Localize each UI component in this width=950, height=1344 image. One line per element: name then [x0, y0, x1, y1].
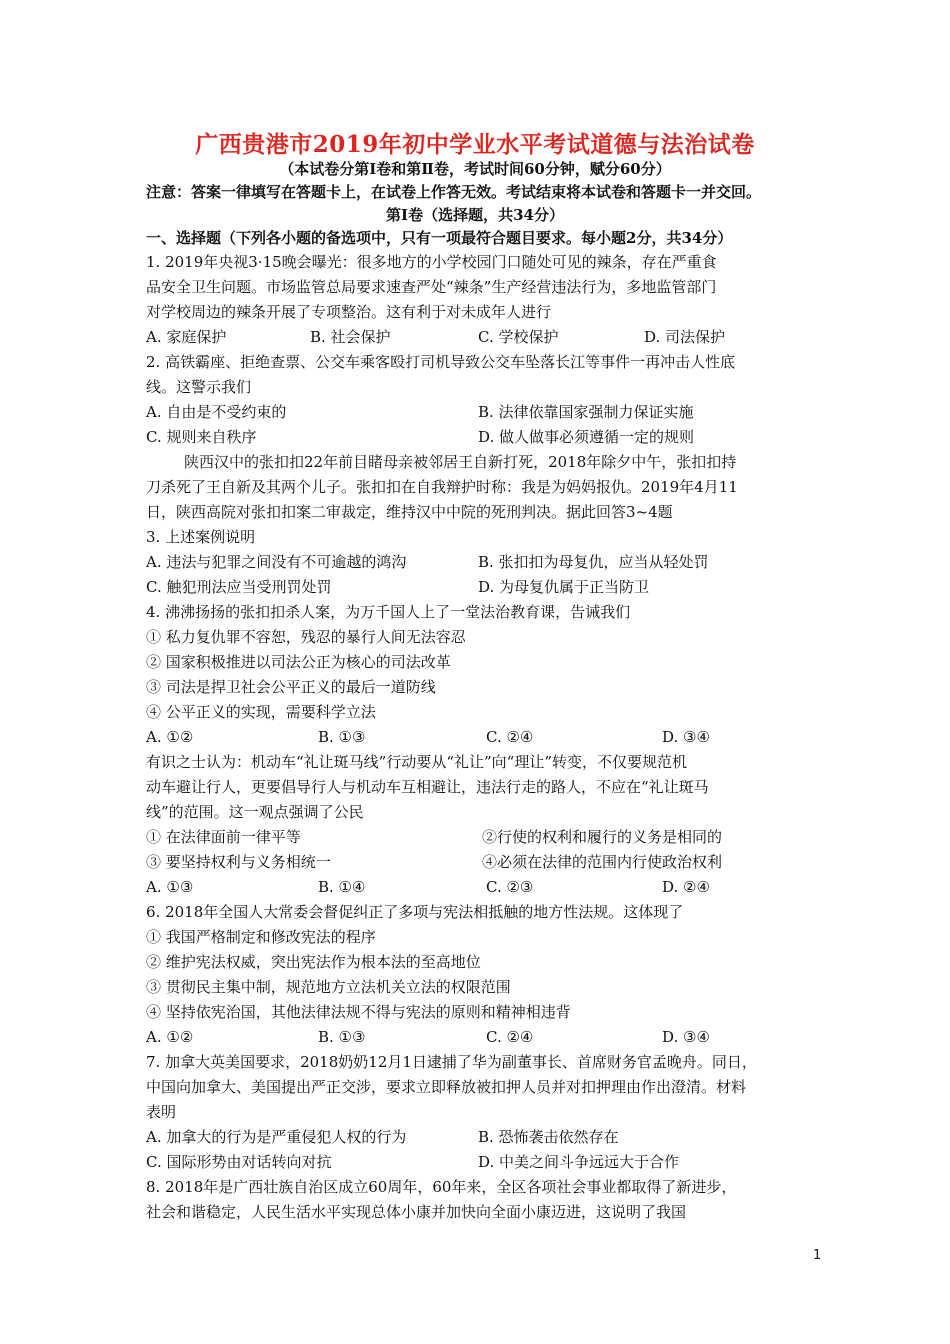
question-1-line: 品安全卫生问题。市场监管总局要求速查严处“辣条”生产经营违法行为，多地监管部门	[146, 278, 717, 296]
question-7-line: 7. 加拿大英美国要求，2018奶奶12月1日逮捕了华为副董事长、首席财务官孟晚舟。同日，	[146, 1053, 757, 1071]
question-5-options	[146, 875, 812, 900]
question-2-options-row2	[146, 425, 812, 450]
question-8-line: 社会和谐稳定，人民生活水平实现总体小康并加快向全面小康迈进，这说明了我国	[146, 1203, 687, 1221]
statement-item: ④ 坚持依宪治国，其他法律法规不得与宪法的原则和精神相违背	[146, 1003, 571, 1021]
option-d: D. 做人做事必须遵循一定的规则	[478, 428, 695, 446]
option-d: D. 中美之间斗争远远大于合作	[478, 1153, 680, 1171]
option-b: B. 社会保护	[310, 328, 391, 346]
option-a: A. ①②	[146, 728, 194, 746]
option-b: B. 法律依靠国家强制力保证实施	[478, 403, 694, 421]
statement-item: ②行使的权利和履行的义务是相同的	[482, 828, 723, 846]
option-d: D. 为母复仇属于正当防卫	[478, 578, 650, 596]
question-2-line: 线。这警示我们	[146, 378, 252, 396]
option-c: C. 规则来自秩序	[146, 428, 257, 446]
statement-item: ② 国家积极推进以司法公正为核心的司法改革	[146, 653, 451, 671]
statement-item: ① 在法律面前一律平等	[146, 828, 301, 846]
question-3-options-row2	[146, 575, 812, 600]
option-b: B. ①③	[318, 1028, 366, 1046]
question-5-items-row2	[146, 850, 812, 875]
option-a: A. 加拿大的行为是严重侵犯人权的行为	[146, 1128, 407, 1146]
question-2-options-row1	[146, 400, 812, 425]
question-1-line: 1. 2019年央视3·15晚会曝光：很多地方的小学校园门口随处可见的辣条，存在严重食	[146, 253, 717, 271]
option-a: A. 家庭保护	[146, 328, 227, 346]
material-line: 陕西汉中的张扣扣22年前目睹母亲被邻居王自新打死，2018年除夕中午，张扣扣持	[184, 453, 737, 471]
question-3-options-row1	[146, 550, 812, 575]
statement-item: ④ 公平正义的实现，需要科学立法	[146, 703, 376, 721]
statement-item: ② 维护宪法权威，突出宪法作为根本法的至高地位	[146, 953, 481, 971]
option-a: A. 自由是不受约束的	[146, 403, 287, 421]
question-4-stem: 4. 沸沸扬扬的张扣扣杀人案，为万千国人上了一堂法治教育课，告诫我们	[146, 603, 631, 621]
question-1-line: 对学校周边的辣条开展了专项整治。这有利于对未成年人进行	[146, 303, 552, 321]
question-4-options	[146, 725, 812, 750]
question-5-line: 动车避让行人，更要倡导行人与机动车互相避让，违法行走的路人，不应在“礼让斑马	[146, 778, 709, 796]
material-line: 日，陕西高院对张扣扣案二审裁定，维持汉中中院的死刑判决。据此回答3~4题	[146, 503, 673, 521]
question-7-line: 表明	[146, 1103, 177, 1121]
section-heading: 第Ⅰ卷（选择题，共34分）	[386, 206, 564, 224]
statement-item: ① 私力复仇罪不容恕，残忍的暴行人间无法容忍	[146, 628, 466, 646]
question-7-options-row1	[146, 1125, 812, 1150]
option-a: A. 违法与犯罪之间没有不可逾越的鸿沟	[146, 553, 407, 571]
option-c: C. ②④	[486, 1028, 534, 1046]
option-d: D. ③④	[662, 1028, 710, 1046]
questions-body	[146, 250, 812, 1225]
page-number: 1	[813, 1248, 822, 1263]
option-d: D. 司法保护	[644, 328, 726, 346]
statement-item: ③ 贯彻民主集中制，规范地方立法机关立法的权限范围	[146, 978, 511, 996]
statement-item: ① 我国严格制定和修改宪法的程序	[146, 928, 376, 946]
option-a: A. ①③	[146, 878, 194, 896]
material-line: 刀杀死了王自新及其两个儿子。张扣扣在自我辩护时称：我是为妈妈报仇。2019年4月11	[146, 478, 738, 496]
question-5-items-row1	[146, 825, 812, 850]
statement-item: ③ 要坚持权利与义务相统一	[146, 853, 331, 871]
option-c: C. ②④	[486, 728, 534, 746]
question-3-stem: 3. 上述案例说明	[146, 528, 256, 546]
option-c: C. ②③	[486, 878, 534, 896]
exam-subtitle: （本试卷分第Ⅰ卷和第Ⅱ卷，考试时间60分钟，赋分60分）	[279, 160, 671, 178]
option-b: B. 恐怖袭击依然存在	[478, 1128, 619, 1146]
question-2-line: 2. 高铁霸座、拒绝查票、公交车乘客殴打司机导致公交车坠落长江等事件一再冲击人性底	[146, 353, 736, 371]
question-5-line: 有识之士认为：机动车“礼让斑马线”行动要从“礼让”向“理让”转变，不仅要规范机	[146, 753, 688, 771]
option-b: B. ①③	[318, 728, 366, 746]
option-a: A. ①②	[146, 1028, 194, 1046]
question-5-line: 线”的范围。这一观点强调了公民	[146, 803, 364, 821]
option-d: D. ②④	[662, 878, 710, 896]
option-c: C. 学校保护	[478, 328, 559, 346]
exam-notice: 注意：答案一律填写在答题卡上，在试卷上作答无效。考试结束将本试卷和答题卡一并交回。	[146, 183, 762, 201]
option-c: C. 触犯刑法应当受刑罚处罚	[146, 578, 332, 596]
question-8-line: 8. 2018年是广西壮族自治区成立60周年，60年来，全区各项社会事业都取得了新进步，	[146, 1178, 737, 1196]
option-b: B. ①④	[318, 878, 366, 896]
question-6-options	[146, 1025, 812, 1050]
part-heading: 一、选择题（下列各小题的备选项中，只有一项最符合题目要求。每小题2分，共34分）	[146, 229, 733, 247]
statement-item: ④必须在法律的范围内行使政治权利	[482, 853, 723, 871]
option-c: C. 国际形势由对话转向对抗	[146, 1153, 332, 1171]
statement-item: ③ 司法是捍卫社会公平正义的最后一道防线	[146, 678, 436, 696]
question-1-options	[146, 325, 812, 350]
exam-title: 广西贵港市2019年初中学业水平考试道德与法治试卷	[195, 131, 755, 158]
option-d: D. ③④	[662, 728, 710, 746]
question-7-line: 中国向加拿大、美国提出严正交涉，要求立即释放被扣押人员并对扣押理由作出澄清。材料	[146, 1078, 747, 1096]
option-b: B. 张扣扣为母复仇，应当从轻处罚	[478, 553, 709, 571]
question-7-options-row2	[146, 1150, 812, 1175]
question-6-stem: 6. 2018年全国人大常委会督促纠正了多项与宪法相抵触的地方性法规。这体现了	[146, 903, 684, 921]
